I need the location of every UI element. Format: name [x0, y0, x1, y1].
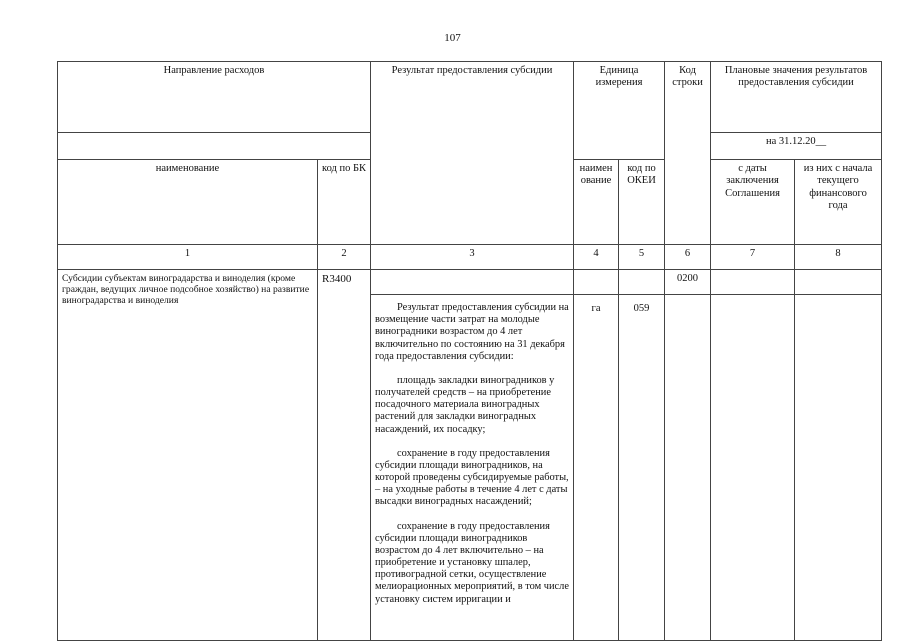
column-number-5: 5: [619, 245, 665, 270]
header-name: наименование: [58, 160, 318, 245]
unit-name-value: га: [574, 295, 619, 641]
code-row-value: 0200: [665, 270, 711, 295]
header-unit-name: наимен ование: [574, 160, 619, 245]
cell-empty: [574, 270, 619, 295]
column-number-8: 8: [795, 245, 882, 270]
header-code-row: Код строки: [665, 62, 711, 245]
page-number: 107: [444, 32, 461, 44]
result-paragraph: Результат предоставления субсидии на возмещение части затрат на молодые виноградники возрастом до 4 лет включительно по состоянию на 31 декабря года предоставления субсидии:: [375, 302, 569, 362]
code-bk-value: R3400: [318, 270, 371, 641]
column-number-2: 2: [318, 245, 371, 270]
cell-empty: [711, 270, 795, 295]
column-number-7: 7: [711, 245, 795, 270]
column-number-1: 1: [58, 245, 318, 270]
result-paragraph: сохранение в году предоставления субсидии площади виноградников, на которой проведены субсидируемые работы, – на уходные работы в течение 4 лет с даты высадки виноградных насаждений;: [375, 447, 569, 508]
header-from-year-start: из них с начала текущего финансового года: [795, 160, 882, 245]
header-result: Результат предоставления субсидии: [371, 62, 574, 245]
okei-code-value: 059: [619, 295, 665, 641]
column-number-4: 4: [574, 245, 619, 270]
header-direction-expenses: Направление расходов: [58, 62, 371, 133]
cell-empty: [795, 270, 882, 295]
result-paragraph: площадь закладки виноградников у получателей средств – на приобретение посадочного материала виноградных растений для закладки виноградных насаждений, их посадку;: [375, 374, 555, 435]
header-date-label: на 31.12.20__: [711, 133, 882, 160]
result-paragraph: сохранение в году предоставления субсидии площади виноградников возрастом до 4 лет включительно – на приобретение и установку шпалер, противоградной сетки, осуществление мелиорационных мероприятий, в том числе установку систем ирригации и: [375, 520, 569, 605]
column-number-3: 3: [371, 245, 574, 270]
result-description: [371, 295, 574, 641]
cell-empty: [371, 270, 574, 295]
header-from-agreement: с даты заключения Соглашения: [711, 160, 795, 245]
subsidy-direction-name: Субсидии субъектам виноградарства и виноделия (кроме граждан, ведущих личное подсобное хозяйство) на развитие виноградарства и виноделия: [58, 270, 318, 641]
header-planned-values: Плановые значения результатов предоставления субсидии: [711, 62, 882, 133]
header-spacer: [58, 133, 371, 160]
cell-empty: [665, 295, 711, 641]
cell-empty: [619, 270, 665, 295]
cell-empty: [795, 295, 882, 641]
column-number-6: 6: [665, 245, 711, 270]
subsidy-results-table: [57, 61, 882, 641]
header-code-bk: код по БК: [318, 160, 371, 245]
header-code-okei: код по ОКЕИ: [619, 160, 665, 245]
cell-empty: [711, 295, 795, 641]
header-unit: Единица измерения: [574, 62, 665, 160]
